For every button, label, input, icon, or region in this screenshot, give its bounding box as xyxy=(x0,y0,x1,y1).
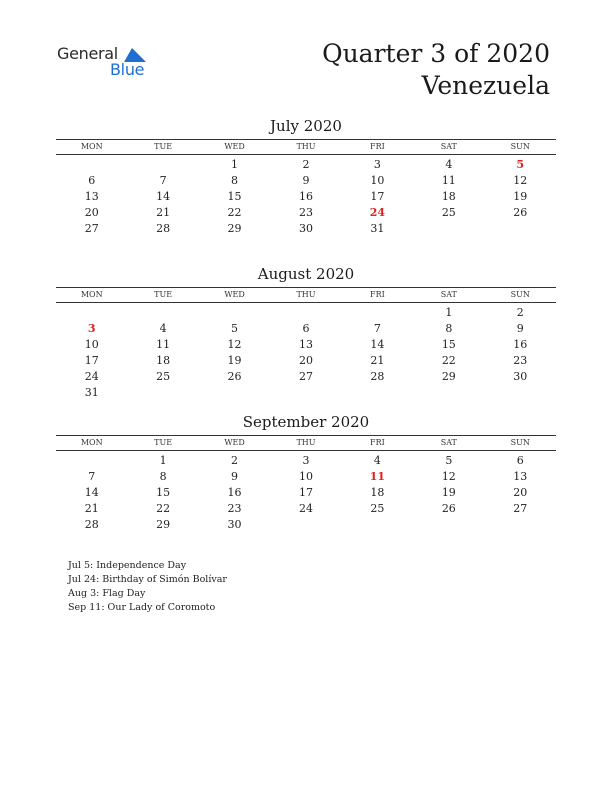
day-cell: 19 xyxy=(513,190,528,203)
day-cell: 1 xyxy=(445,306,453,319)
day-cell: 28 xyxy=(370,370,385,383)
day-cell: 30 xyxy=(227,518,242,531)
day-cell: 6 xyxy=(516,454,524,467)
weekday-label: MON xyxy=(80,142,103,151)
day-cell: 9 xyxy=(302,174,310,187)
weekday-label: TUE xyxy=(154,438,173,447)
day-cell: 27 xyxy=(513,502,528,515)
day-cell: 2 xyxy=(516,306,524,319)
empty-day-cell xyxy=(270,517,341,533)
weekday-header xyxy=(56,287,556,303)
holiday-item: Aug 3: Flag Day xyxy=(68,588,146,599)
day-cell: 9 xyxy=(231,470,239,483)
empty-day-cell xyxy=(485,517,556,533)
empty-day-cell xyxy=(127,385,198,401)
day-cell: 13 xyxy=(84,190,99,203)
empty-day-cell xyxy=(342,517,413,533)
day-cell: 31 xyxy=(370,222,385,235)
empty-day-cell xyxy=(342,305,413,321)
day-cell: 15 xyxy=(227,190,242,203)
day-cell: 8 xyxy=(231,174,239,187)
day-cell: 20 xyxy=(513,486,528,499)
day-cell: 20 xyxy=(298,354,313,367)
day-cell: 19 xyxy=(227,354,242,367)
day-cell: 30 xyxy=(298,222,313,235)
day-cell: 25 xyxy=(441,206,456,219)
day-cell: 8 xyxy=(159,470,167,483)
logo-text-blue: Blue xyxy=(110,60,145,79)
day-cell: 1 xyxy=(159,454,167,467)
empty-day-cell xyxy=(199,305,270,321)
day-cell: 21 xyxy=(370,354,385,367)
day-cell: 14 xyxy=(370,338,385,351)
weekday-label: THU xyxy=(296,438,316,447)
day-cell: 7 xyxy=(88,470,96,483)
day-cell: 24 xyxy=(298,502,313,515)
day-cell: 2 xyxy=(302,158,310,171)
day-cell: 19 xyxy=(441,486,456,499)
day-cell: 10 xyxy=(84,338,99,351)
day-cell: 1 xyxy=(231,158,239,171)
empty-day-cell xyxy=(56,453,127,469)
month-august xyxy=(56,264,556,401)
day-cell: 28 xyxy=(156,222,171,235)
day-cell: 12 xyxy=(227,338,242,351)
day-cell: 15 xyxy=(156,486,171,499)
empty-day-cell xyxy=(413,221,484,237)
month-title: August 2020 xyxy=(257,265,355,283)
day-cell: 29 xyxy=(156,518,171,531)
weekday-label: SAT xyxy=(440,290,457,299)
day-cell: 4 xyxy=(373,454,381,467)
day-cell: 12 xyxy=(441,470,456,483)
day-grid xyxy=(56,453,556,533)
weekday-label: WED xyxy=(224,142,245,151)
day-cell: 11 xyxy=(156,338,171,351)
weekday-label: THU xyxy=(296,290,316,299)
weekday-header xyxy=(56,139,556,155)
weekday-header xyxy=(56,435,556,451)
weekday-label: SUN xyxy=(510,142,530,151)
logo-text-general: General xyxy=(57,44,118,63)
day-cell: 6 xyxy=(88,174,96,187)
weekday-label: MON xyxy=(80,290,103,299)
weekday-label: SAT xyxy=(440,142,457,151)
weekday-label: FRI xyxy=(370,290,385,299)
day-cell: 16 xyxy=(227,486,242,499)
day-cell: 16 xyxy=(513,338,528,351)
weekday-label: SUN xyxy=(510,438,530,447)
title-country: Venezuela xyxy=(421,71,550,100)
holiday-day-cell: 24 xyxy=(369,206,386,219)
day-cell: 29 xyxy=(227,222,242,235)
day-cell: 9 xyxy=(516,322,524,335)
generalblue-logo xyxy=(57,44,167,84)
day-cell: 30 xyxy=(513,370,528,383)
day-cell: 14 xyxy=(156,190,171,203)
day-cell: 26 xyxy=(513,206,528,219)
holiday-list xyxy=(68,559,227,615)
month-title: September 2020 xyxy=(242,413,370,431)
empty-day-cell xyxy=(413,517,484,533)
empty-day-cell xyxy=(56,305,127,321)
weekday-label: WED xyxy=(224,290,245,299)
day-cell: 26 xyxy=(227,370,242,383)
day-cell: 26 xyxy=(441,502,456,515)
day-cell: 10 xyxy=(298,470,313,483)
day-cell: 18 xyxy=(370,486,385,499)
day-cell: 31 xyxy=(84,386,99,399)
holiday-item: Jul 5: Independence Day xyxy=(68,560,187,571)
day-cell: 17 xyxy=(84,354,99,367)
weekday-label: FRI xyxy=(370,438,385,447)
day-cell: 21 xyxy=(84,502,99,515)
empty-day-cell xyxy=(270,385,341,401)
day-cell: 17 xyxy=(298,486,313,499)
day-cell: 11 xyxy=(441,174,456,187)
day-cell: 16 xyxy=(298,190,313,203)
day-cell: 27 xyxy=(298,370,313,383)
weekday-label: TUE xyxy=(154,142,173,151)
day-cell: 18 xyxy=(156,354,171,367)
holiday-day-cell: 5 xyxy=(516,158,525,171)
empty-day-cell xyxy=(199,385,270,401)
day-cell: 3 xyxy=(373,158,381,171)
weekday-label: SUN xyxy=(510,290,530,299)
day-grid xyxy=(56,305,556,401)
weekday-label: FRI xyxy=(370,142,385,151)
day-cell: 7 xyxy=(159,174,167,187)
day-cell: 10 xyxy=(370,174,385,187)
day-cell: 3 xyxy=(302,454,310,467)
weekday-label: WED xyxy=(224,438,245,447)
day-cell: 13 xyxy=(298,338,313,351)
day-cell: 4 xyxy=(159,322,167,335)
day-cell: 22 xyxy=(227,206,242,219)
holiday-item: Jul 24: Birthday of Simón Bolívar xyxy=(68,574,227,585)
holiday-item: Sep 11: Our Lady of Coromoto xyxy=(68,602,216,613)
day-cell: 23 xyxy=(298,206,313,219)
empty-day-cell xyxy=(413,385,484,401)
day-cell: 20 xyxy=(84,206,99,219)
month-september xyxy=(56,412,556,533)
day-cell: 29 xyxy=(441,370,456,383)
day-cell: 5 xyxy=(445,454,453,467)
holiday-day-cell: 3 xyxy=(87,322,96,335)
day-cell: 8 xyxy=(445,322,453,335)
day-cell: 17 xyxy=(370,190,385,203)
day-cell: 22 xyxy=(156,502,171,515)
title-quarter: Quarter 3 of 2020 xyxy=(322,39,550,68)
weekday-label: MON xyxy=(80,438,103,447)
day-cell: 22 xyxy=(441,354,456,367)
day-cell: 25 xyxy=(156,370,171,383)
day-cell: 13 xyxy=(513,470,528,483)
month-title: July 2020 xyxy=(270,117,342,135)
empty-day-cell xyxy=(485,221,556,237)
empty-day-cell xyxy=(127,157,198,173)
day-cell: 18 xyxy=(441,190,456,203)
day-cell: 15 xyxy=(441,338,456,351)
month-july xyxy=(56,116,556,237)
day-cell: 27 xyxy=(84,222,99,235)
day-cell: 25 xyxy=(370,502,385,515)
day-cell: 7 xyxy=(373,322,381,335)
day-cell: 24 xyxy=(84,370,99,383)
page-title xyxy=(322,38,550,102)
weekday-label: SAT xyxy=(440,438,457,447)
day-cell: 5 xyxy=(231,322,239,335)
day-cell: 23 xyxy=(227,502,242,515)
empty-day-cell xyxy=(127,305,198,321)
day-cell: 6 xyxy=(302,322,310,335)
day-cell: 4 xyxy=(445,158,453,171)
day-cell: 23 xyxy=(513,354,528,367)
day-cell: 28 xyxy=(84,518,99,531)
empty-day-cell xyxy=(342,385,413,401)
empty-day-cell xyxy=(485,385,556,401)
day-cell: 2 xyxy=(231,454,239,467)
day-grid xyxy=(56,157,556,237)
day-cell: 12 xyxy=(513,174,528,187)
weekday-label: THU xyxy=(296,142,316,151)
day-cell: 14 xyxy=(84,486,99,499)
empty-day-cell xyxy=(56,157,127,173)
weekday-label: TUE xyxy=(154,290,173,299)
holiday-day-cell: 11 xyxy=(369,470,386,483)
empty-day-cell xyxy=(270,305,341,321)
day-cell: 21 xyxy=(156,206,171,219)
